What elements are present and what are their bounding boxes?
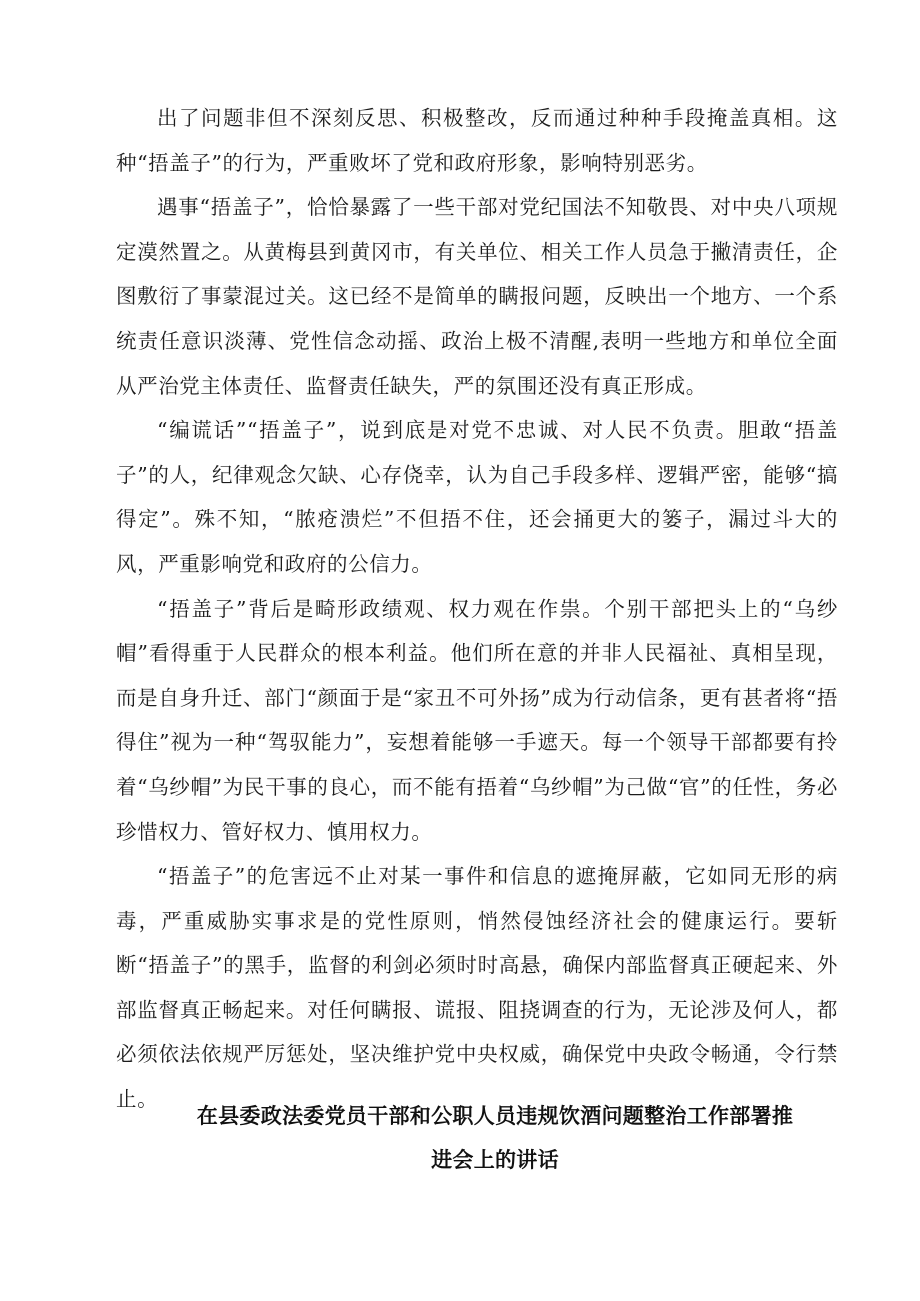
heading-line-2: 进会上的讲话 — [431, 1148, 559, 1172]
paragraph-1: 出了问题非但不深刻反思、积极整改，反而通过种种手段掩盖真相。这种“捂盖子”的行为，严重败坏了党和政府形象，影响特别恶劣。 — [116, 106, 838, 175]
article-body — [116, 96, 838, 1122]
paragraph-4: “捂盖子”背后是畸形政绩观、权力观在作祟。个别干部把头上的“乌纱帽”看得重于人民群众的根本利益。他们所在意的并非人民福祉、真相呈现，而是自身升迁、部门“颜面于是“家丑不可外扬”成为行动信条，更有甚者将“捂得住”视为一种“驾驭能力”，妄想着能够一手遮天。每一个领导干部都要有拎着“乌纱帽”为民干事的良心，而不能有捂着“乌纱帽”为己做“官”的任性，务必珍惜权力、管好权力、慎用权力。 — [116, 596, 838, 844]
paragraph-2: 遇事“捂盖子”，恰恰暴露了一些干部对党纪国法不知敬畏、对中央八项规定漠然置之。从黄梅县到黄冈市，有关单位、相关工作人员急于撇清责任，企图敷衍了事蒙混过关。这已经不是简单的瞒报问题，反映出一个地方、一个系统责任意识淡薄、党性信念动摇、政治上极不清醒,表明一些地方和单位全面从严治党主体责任、监督责任缺失，严的氛围还没有真正形成。 — [116, 195, 838, 398]
paragraph-3: “编谎话”“捂盖子”，说到底是对党不忠诚、对人民不负责。胆敢“捂盖子”的人，纪律观念欠缺、心存侥幸，认为自己手段多样、逻辑严密，能够“搞得定”。殊不知，“脓疮溃烂”不但捂不住，还会捅更大的篓子，漏过斗大的风，严重影响党和政府的公信力。 — [116, 418, 838, 576]
paragraph-5: “捂盖子”的危害远不止对某一事件和信息的遮掩屏蔽，它如同无形的病毒，严重威胁实事求是的党性原则，悄然侵蚀经济社会的健康运行。要斩断“捂盖子”的黑手，监督的利剑必须时时高悬，确保内部监督真正硬起来、外部监督真正畅起来。对任何瞒报、谎报、阻挠调查的行为，无论涉及何人，都必须依法依规严厉惩处，坚决维护党中央权威，确保党中央政令畅通，令行禁止。 — [116, 864, 838, 1112]
heading-line-1: 在县委政法委党员干部和公职人员违规饮酒问题整治工作部署推 — [196, 1104, 794, 1128]
section-heading — [150, 1094, 840, 1182]
